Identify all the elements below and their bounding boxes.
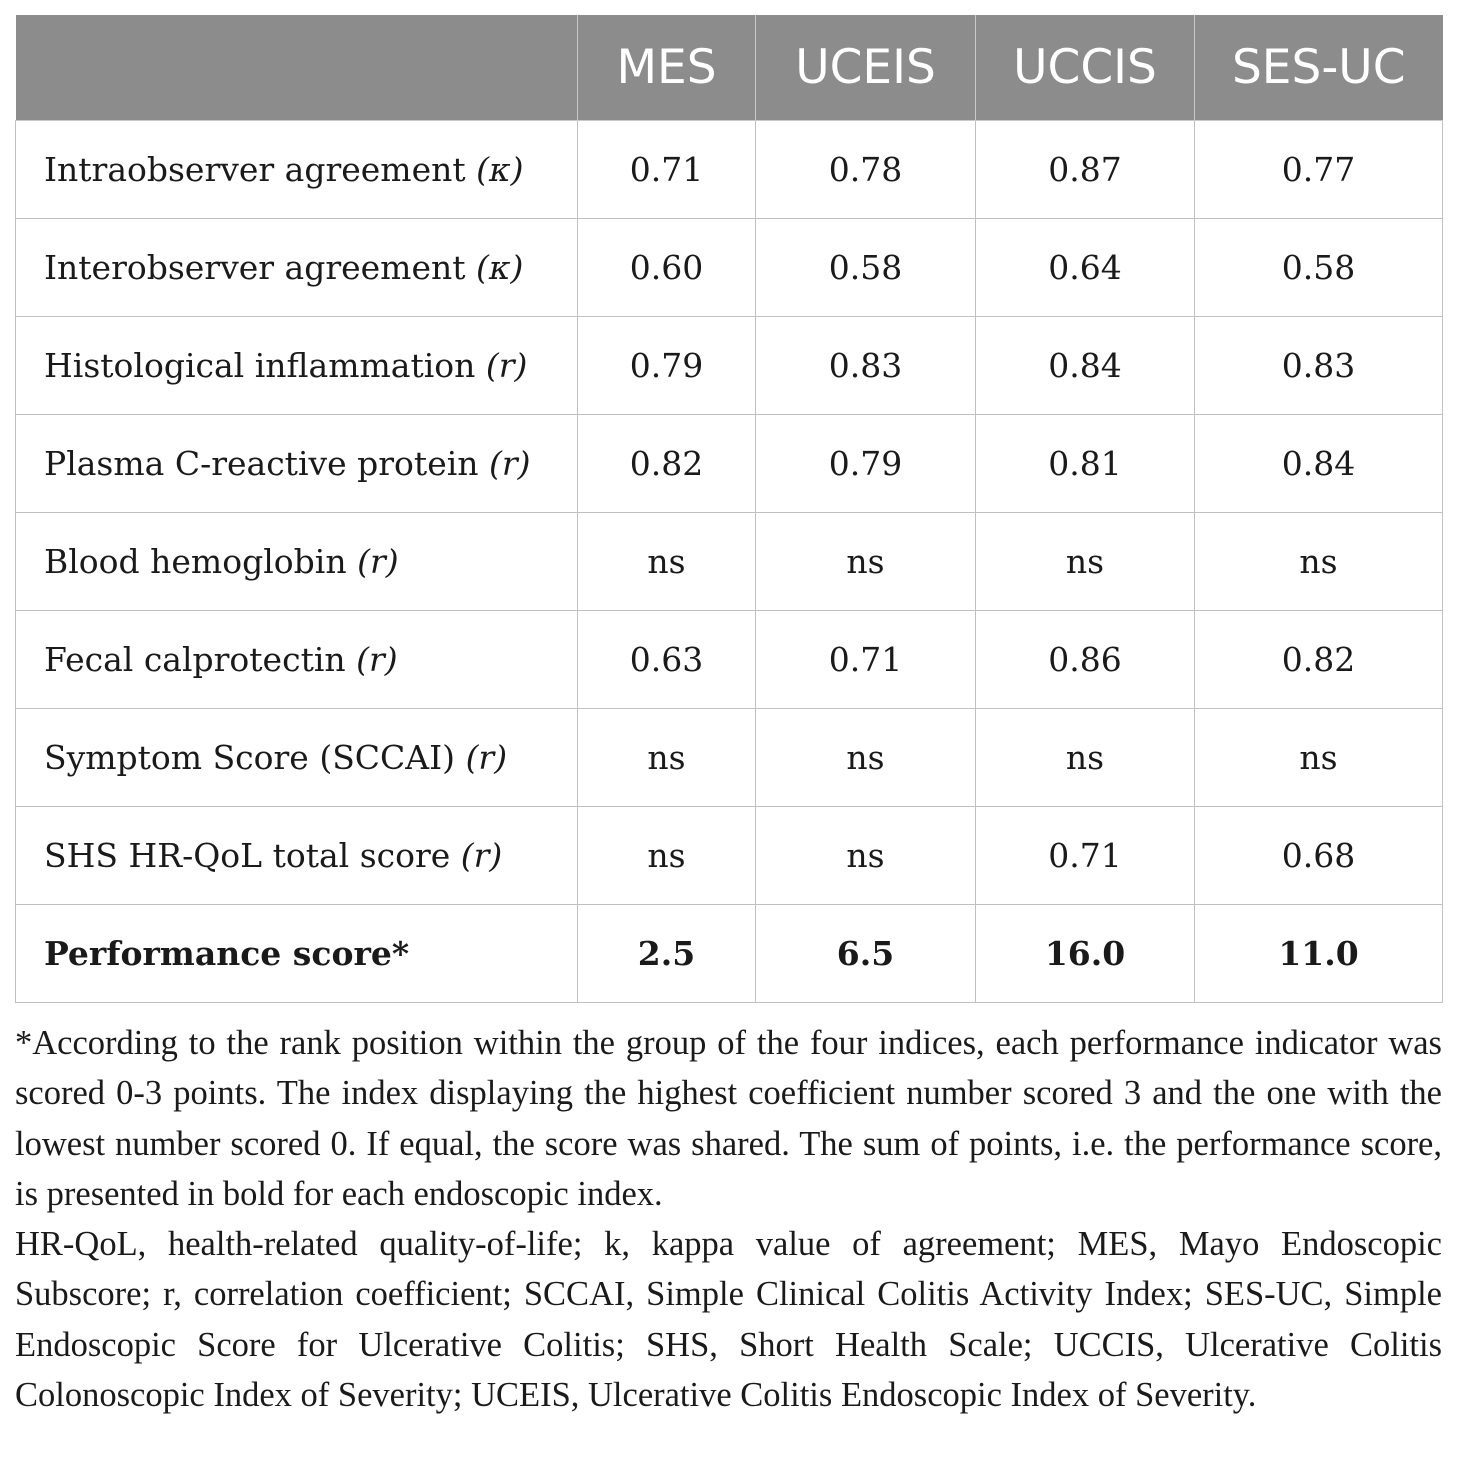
value-cell: 0.77 [1195,121,1443,219]
value-cell: 0.82 [1195,611,1443,709]
value-cell: 0.83 [1195,317,1443,415]
row-label-cell [16,415,578,513]
table-body [16,121,1443,1003]
value-cell: 0.81 [976,415,1195,513]
table-row [16,709,1443,807]
value-cell: 0.58 [756,219,976,317]
row-symbol: (r) [489,444,531,483]
row-label-cell [16,807,578,905]
value-cell: 0.71 [578,121,756,219]
results-table-container [15,15,1442,1003]
row-label: Intraobserver agreement [44,150,466,189]
row-symbol: (κ) [476,150,524,189]
summary-value-cell: 2.5 [578,905,756,1003]
value-cell: 0.71 [756,611,976,709]
row-symbol: (r) [460,836,503,875]
value-cell: 0.87 [976,121,1195,219]
summary-value-cell: 16.0 [976,905,1195,1003]
row-label-cell [16,709,578,807]
value-cell: ns [976,709,1195,807]
row-label-cell [16,219,578,317]
value-cell: 0.58 [1195,219,1443,317]
endoscopic-index-table [15,15,1443,1003]
value-cell: 0.82 [578,415,756,513]
value-cell: 0.79 [578,317,756,415]
row-label: Histological inflammation [44,346,476,385]
table-row [16,611,1443,709]
value-cell: 0.84 [976,317,1195,415]
row-label: Blood hemoglobin [44,542,347,581]
summary-row [16,905,1443,1003]
value-cell: 0.68 [1195,807,1443,905]
value-cell: ns [578,513,756,611]
summary-value-cell: 11.0 [1195,905,1443,1003]
table-row [16,415,1443,513]
row-symbol: (κ) [476,248,524,287]
footnote-scoring: *According to the rank position within the group of the four indices, each performance indicator was scored 0-3 points. The index displaying the highest coefficient number scored 3 and the one with the lowest number scored 0. If equal, the score was shared. The sum of points, i.e. the performance score, is presented in bold for each endoscopic index. [15,1024,1442,1213]
summary-value-cell: 6.5 [756,905,976,1003]
value-cell: ns [976,513,1195,611]
table-row [16,513,1443,611]
value-cell: 0.78 [756,121,976,219]
value-cell: 0.86 [976,611,1195,709]
row-symbol: (r) [357,542,399,581]
row-label-cell [16,121,578,219]
row-label-cell [16,611,578,709]
value-cell: ns [756,807,976,905]
value-cell: 0.79 [756,415,976,513]
summary-label: Performance score* [16,905,578,1003]
row-label-cell [16,317,578,415]
value-cell: 0.64 [976,219,1195,317]
header-mes: MES [578,15,756,121]
row-label: SHS HR-QoL total score [44,836,451,875]
table-row [16,317,1443,415]
row-symbol: (r) [485,346,528,385]
table-row [16,219,1443,317]
header-row [16,15,1443,121]
value-cell: 0.63 [578,611,756,709]
value-cell: 0.71 [976,807,1195,905]
value-cell: 0.83 [756,317,976,415]
header-ses-uc: SES-UC [1195,15,1443,121]
table-row [16,121,1443,219]
row-label: Interobserver agreement [44,248,466,287]
row-label: Plasma C-reactive protein [44,444,479,483]
value-cell: 0.60 [578,219,756,317]
value-cell: ns [756,709,976,807]
row-label: Symptom Score (SCCAI) [44,738,456,777]
value-cell: ns [578,807,756,905]
row-label-cell [16,513,578,611]
footnote-abbreviations: HR-QoL, health-related quality-of-life; k, kappa value of agreement; MES, Mayo Endoscopic Subscore; r, correlation coefficient; SCCAI, Simple Clinical Colitis Activity Index; SES-UC, Simple Endoscopic Score for Ulcerative Colitis; SHS, Short Health Scale; UCCIS, Ulcerative Colitis Colonoscopic Index of Severity; UCEIS, Ulcerative Colitis Endoscopic Index of Severity. [15,1225,1442,1415]
table-header [16,15,1443,121]
value-cell: 0.84 [1195,415,1443,513]
row-symbol: (r) [356,640,398,679]
value-cell: ns [756,513,976,611]
value-cell: ns [1195,709,1443,807]
header-uceis: UCEIS [756,15,976,121]
header-corner [16,15,578,121]
table-row [16,807,1443,905]
row-symbol: (r) [465,738,508,777]
header-uccis: UCCIS [976,15,1195,121]
value-cell: ns [578,709,756,807]
value-cell: ns [1195,513,1443,611]
table-footnotes [15,1018,1442,1420]
row-label: Fecal calprotectin [44,640,346,679]
